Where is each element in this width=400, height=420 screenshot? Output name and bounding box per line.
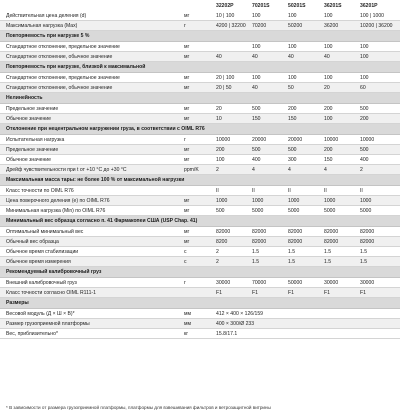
row-value: 1000 xyxy=(252,197,264,204)
row-unit: мг xyxy=(184,84,190,91)
row-value: 40 xyxy=(252,53,258,60)
row-unit: мг xyxy=(184,53,190,60)
row-unit: г xyxy=(184,136,186,143)
row-unit: мм xyxy=(184,310,192,317)
row-value: 150 xyxy=(252,115,261,122)
row-value: 82000 xyxy=(288,228,303,235)
table-row xyxy=(0,165,400,175)
row-value: 70200 xyxy=(252,22,267,29)
row-unit: мг xyxy=(184,12,190,19)
row-value: 4200 | 32200 xyxy=(216,22,246,29)
table-row xyxy=(0,247,400,257)
row-value: 30000 xyxy=(324,279,339,286)
row-label: Минимальная нагрузка (Min) по OIML R76 xyxy=(6,207,106,214)
row-value: 200 xyxy=(324,146,333,153)
row-value: 50200 xyxy=(288,22,303,29)
row-label: Внешний калибровочный груз xyxy=(6,279,77,286)
row-value: 10200 | 36200 xyxy=(360,22,393,29)
row-label: Класс точности согласно OIML R111-1 xyxy=(6,289,96,296)
row-value: 100 xyxy=(216,156,225,163)
table-row xyxy=(0,196,400,206)
row-value: 30000 xyxy=(360,279,375,286)
row-unit: г xyxy=(184,22,186,29)
row-value: 5000 xyxy=(324,207,336,214)
table-row xyxy=(0,186,400,196)
section-title: Рекомендуемый калибровочный груз xyxy=(0,267,400,278)
row-label: Вес, приблизительно* xyxy=(6,330,58,337)
row-label: Стандартное отклонение, предельное значение xyxy=(6,43,120,50)
table-row xyxy=(0,73,400,83)
row-unit: мг xyxy=(184,228,190,235)
section-title: Размеры xyxy=(0,298,400,309)
row-value: 1.5 xyxy=(360,248,368,255)
footnote: * В зависимости от размера грузоприемной платформы, платформы для взвешивания фильтров и ветрозащитной витрины xyxy=(6,405,271,410)
row-value: F1 xyxy=(324,289,330,296)
row-value: 5000 xyxy=(360,207,372,214)
row-value: II xyxy=(324,187,327,194)
row-value: 100 xyxy=(324,115,333,122)
row-unit: кг xyxy=(184,330,189,337)
section-title: Максимальная масса тары: не более 100 % от максимальной нагрузки xyxy=(0,175,400,186)
row-value: 100 xyxy=(288,12,297,19)
row-value: 20000 xyxy=(252,136,267,143)
table-row xyxy=(0,114,400,124)
row-unit: мг xyxy=(184,207,190,214)
table-row xyxy=(0,288,400,298)
row-value: 100 xyxy=(252,43,261,50)
row-value: 1.5 xyxy=(324,248,332,255)
model-name: 36201P xyxy=(360,2,378,9)
row-value: 1.5 xyxy=(288,248,296,255)
row-value: 100 xyxy=(252,12,261,19)
row-value: 20 xyxy=(324,84,330,91)
row-value: 40 xyxy=(288,53,294,60)
row-label: Стандартное отклонение, обычное значение xyxy=(6,53,113,60)
row-value: 10000 xyxy=(324,136,339,143)
row-value: 20 | 100 xyxy=(216,74,235,81)
row-value: F1 xyxy=(288,289,294,296)
row-unit: мг xyxy=(184,197,190,204)
model-header-row xyxy=(0,0,400,11)
row-label: Обычное значение xyxy=(6,115,51,122)
table-row xyxy=(0,227,400,237)
row-value: 4 xyxy=(324,166,327,173)
table-row xyxy=(0,329,400,339)
row-value: 400 × 300/Ø 233 xyxy=(216,320,255,327)
row-value: 30000 xyxy=(216,279,231,286)
section-title: Минимальный вес образца согласно п. 41 Фармакопеи США (USP Chap. 41) xyxy=(0,216,400,227)
row-value: 100 | 1000 xyxy=(360,12,384,19)
row-value: 100 xyxy=(288,43,297,50)
row-value: 60 xyxy=(360,84,366,91)
row-value: 1000 xyxy=(216,197,228,204)
row-label: Действительная цена деления (d) xyxy=(6,12,87,19)
row-label: Испытательная нагрузка xyxy=(6,136,65,143)
row-value: 40 xyxy=(252,84,258,91)
row-value: 150 xyxy=(288,115,297,122)
row-value: 82000 xyxy=(216,228,231,235)
row-label: Весовой модуль (Д × Ш × В)* xyxy=(6,310,75,317)
row-label: Предельное значение xyxy=(6,105,59,112)
row-label: Обычное значение xyxy=(6,156,51,163)
row-unit: с xyxy=(184,258,187,265)
section-title: Нелинейность xyxy=(0,93,400,104)
row-value: 2 xyxy=(360,166,363,173)
row-value: 82000 xyxy=(252,228,267,235)
row-unit: мг xyxy=(184,238,190,245)
row-value: 200 xyxy=(288,105,297,112)
table-row xyxy=(0,83,400,93)
row-value: 82000 xyxy=(288,238,303,245)
table-row xyxy=(0,135,400,145)
row-value: 500 xyxy=(252,146,261,153)
row-value: 100 xyxy=(360,74,369,81)
row-value: 500 xyxy=(252,105,261,112)
row-value: 10 xyxy=(216,115,222,122)
row-value: II xyxy=(360,187,363,194)
row-value: 82000 xyxy=(324,228,339,235)
model-name: 70201S xyxy=(252,2,270,9)
row-value: 4 xyxy=(288,166,291,173)
row-label: Класс точности по OIML R76 xyxy=(6,187,74,194)
row-unit: мм xyxy=(184,320,192,327)
row-value: 100 xyxy=(324,43,333,50)
row-unit: ppm/K xyxy=(184,166,199,173)
row-label: Стандартное отклонение, предельное значение xyxy=(6,74,120,81)
row-value: 1.5 xyxy=(252,248,260,255)
row-label: Обычное время измерения xyxy=(6,258,71,265)
row-value: 500 xyxy=(216,207,225,214)
row-value: 10000 xyxy=(360,136,375,143)
table-row xyxy=(0,145,400,155)
row-unit: мг xyxy=(184,105,190,112)
row-value: 100 xyxy=(324,12,333,19)
row-value: 36200 xyxy=(324,22,339,29)
row-value: 82000 xyxy=(252,238,267,245)
row-value: 1000 xyxy=(360,197,372,204)
row-value: 500 xyxy=(360,146,369,153)
row-unit: мг xyxy=(184,156,190,163)
row-value: F1 xyxy=(360,289,366,296)
row-value: 82000 xyxy=(360,238,375,245)
table-row xyxy=(0,21,400,31)
row-value: 1000 xyxy=(288,197,300,204)
table-row xyxy=(0,11,400,21)
row-unit: г xyxy=(184,279,186,286)
table-row xyxy=(0,257,400,267)
row-value: II xyxy=(288,187,291,194)
row-label: Обычное время стабилизации xyxy=(6,248,79,255)
row-value: 400 xyxy=(252,156,261,163)
row-label: Стандартное отклонение, обычное значение xyxy=(6,84,113,91)
row-value: 82000 xyxy=(324,238,339,245)
row-value: 40 xyxy=(216,53,222,60)
row-value: 70000 xyxy=(252,279,267,286)
row-value: 200 xyxy=(360,115,369,122)
row-value: 50 xyxy=(288,84,294,91)
row-value: 2 xyxy=(216,166,219,173)
row-value: II xyxy=(252,187,255,194)
row-value: 4 xyxy=(252,166,255,173)
table-row xyxy=(0,237,400,247)
section-title: Отклонение при нецентральном нагружении груза, в соответствии с OIML R76 xyxy=(0,124,400,135)
row-value: 100 xyxy=(360,53,369,60)
row-value: F1 xyxy=(252,289,258,296)
table-row xyxy=(0,42,400,52)
table-row xyxy=(0,319,400,329)
row-value: 20000 xyxy=(288,136,303,143)
row-label: Обычный вес образца xyxy=(6,238,59,245)
row-value: 100 xyxy=(324,74,333,81)
row-label: Оптимальный минимальный вес xyxy=(6,228,84,235)
row-value: 20 xyxy=(216,105,222,112)
row-value: 2 xyxy=(216,258,219,265)
row-value: F1 xyxy=(216,289,222,296)
section-title: Повторяемость при нагрузке 5 % xyxy=(0,31,400,42)
table-row xyxy=(0,309,400,319)
row-value: 100 xyxy=(360,43,369,50)
row-value: 500 xyxy=(360,105,369,112)
row-value: 150 xyxy=(324,156,333,163)
row-value: 2 xyxy=(216,248,219,255)
row-value: 10000 xyxy=(216,136,231,143)
row-unit: мг xyxy=(184,146,190,153)
model-name: 50201S xyxy=(288,2,306,9)
row-value: 50000 xyxy=(288,279,303,286)
model-name: 36201S xyxy=(324,2,342,9)
row-value: 1.5 xyxy=(324,258,332,265)
row-unit: мг xyxy=(184,74,190,81)
row-value: 15.8/17.1 xyxy=(216,330,238,337)
row-label: Предельное значение xyxy=(6,146,59,153)
row-unit: мг xyxy=(184,115,190,122)
row-value: 5000 xyxy=(288,207,300,214)
row-value: 100 xyxy=(252,74,261,81)
row-value: II xyxy=(216,187,219,194)
row-value: 200 xyxy=(216,146,225,153)
row-label: Максимальная нагрузка (Max) xyxy=(6,22,78,29)
row-value: 1.5 xyxy=(252,258,260,265)
spec-rows xyxy=(0,11,400,339)
row-value: 40 xyxy=(324,53,330,60)
row-value: 1.5 xyxy=(288,258,296,265)
table-row xyxy=(0,104,400,114)
row-value: 412 × 400 × 126/159 xyxy=(216,310,264,317)
row-value: 1000 xyxy=(324,197,336,204)
row-label: Цена поверочного деления (e) по OIML R76 xyxy=(6,197,110,204)
row-value: 100 xyxy=(288,74,297,81)
table-row xyxy=(0,206,400,216)
row-unit: с xyxy=(184,248,187,255)
model-name: 32202P xyxy=(216,2,234,9)
section-title: Повторяемость при нагрузке, близкой к максимальной xyxy=(0,62,400,73)
row-value: 5000 xyxy=(252,207,264,214)
table-row xyxy=(0,52,400,62)
row-value: 1.5 xyxy=(360,258,368,265)
row-value: 20 | 50 xyxy=(216,84,232,91)
row-label: Дрейф чувствительности при t от +10 °С до +30 °С xyxy=(6,166,127,173)
row-value: 400 xyxy=(360,156,369,163)
row-value: 82000 xyxy=(360,228,375,235)
row-label: Размер грузоприемной платформы xyxy=(6,320,90,327)
table-row xyxy=(0,155,400,165)
row-value: 300 xyxy=(288,156,297,163)
row-value: 200 xyxy=(324,105,333,112)
row-value: 10 | 100 xyxy=(216,12,235,19)
row-value: 500 xyxy=(288,146,297,153)
row-unit: мг xyxy=(184,43,190,50)
row-value: 8200 xyxy=(216,238,228,245)
table-row xyxy=(0,278,400,288)
